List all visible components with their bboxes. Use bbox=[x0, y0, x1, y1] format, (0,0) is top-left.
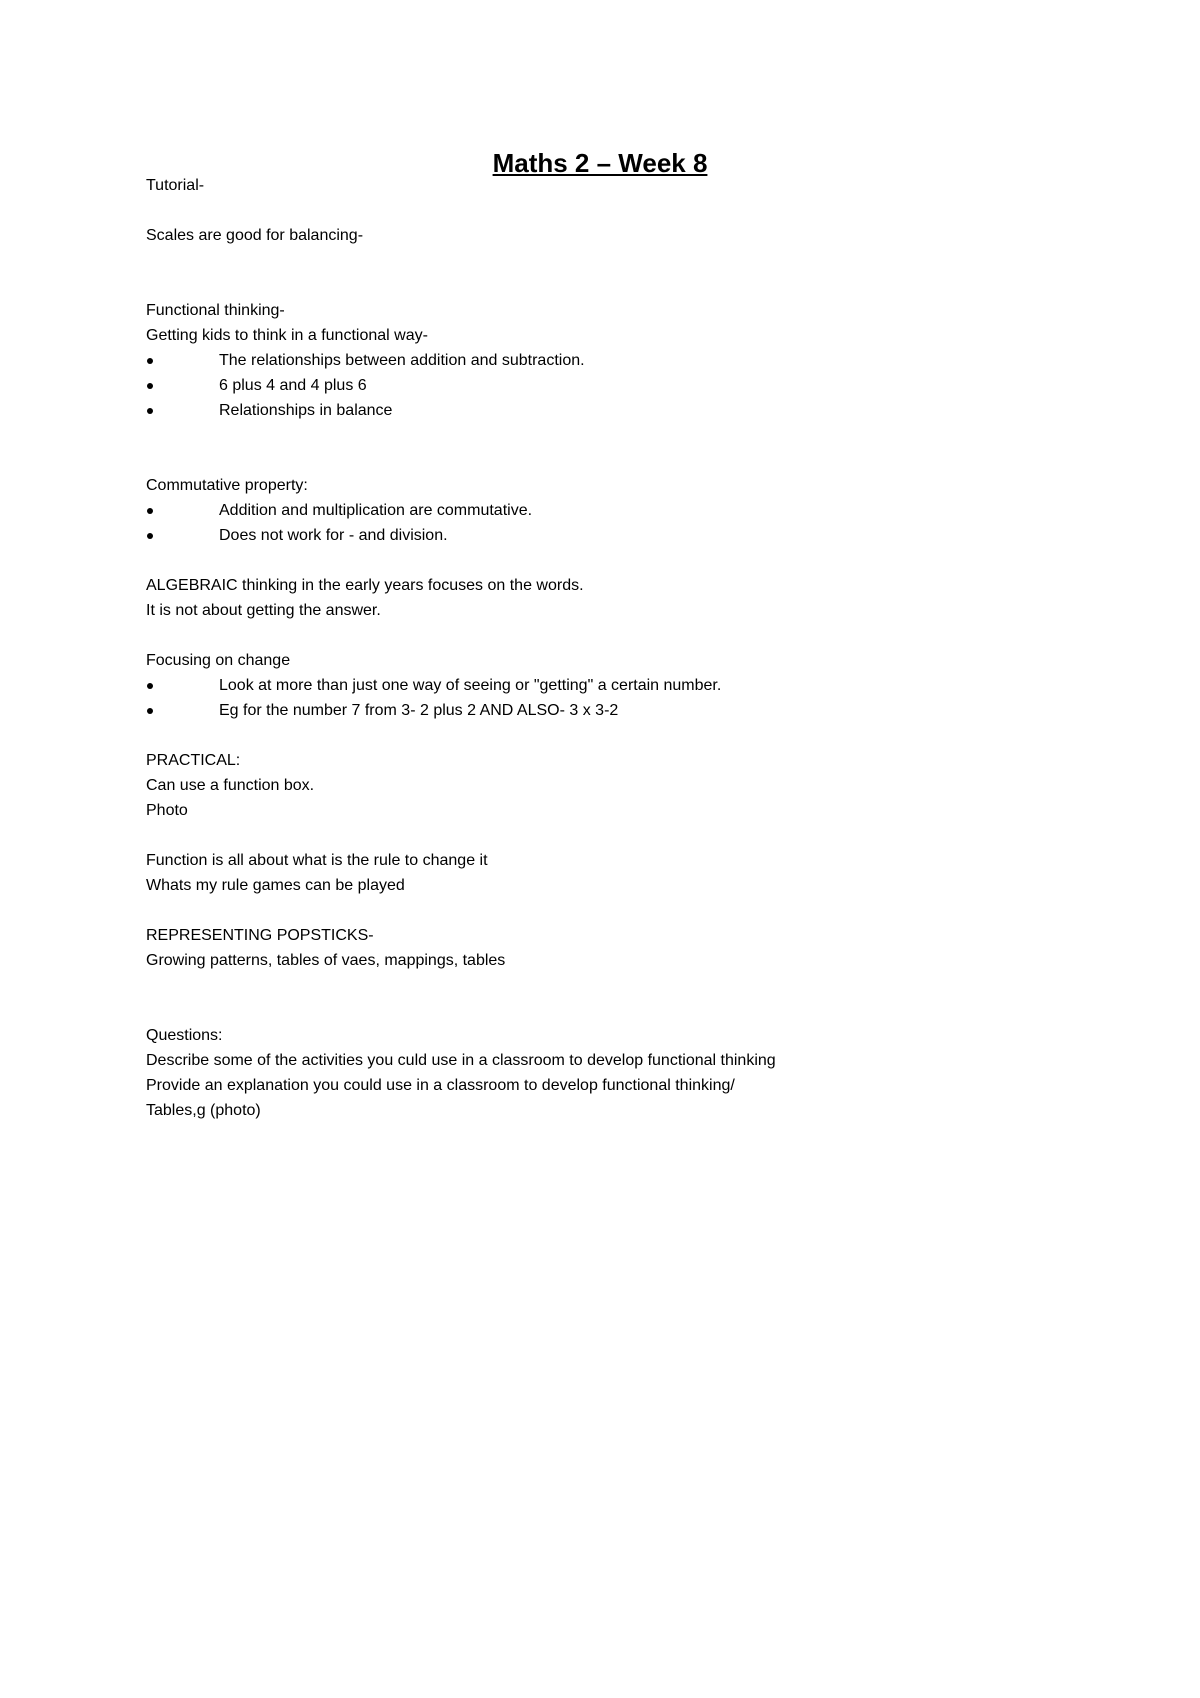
bullet-icon bbox=[146, 398, 219, 423]
bullet-icon bbox=[146, 673, 219, 698]
title-text: Maths 2 – Week 8 bbox=[492, 148, 708, 178]
list-item-text: Addition and multiplication are commutative. bbox=[219, 502, 533, 519]
question-3: Tables,g (photo) bbox=[146, 1102, 261, 1119]
practical-heading: PRACTICAL: bbox=[146, 752, 241, 769]
getting-line: Getting kids to think in a functional way- bbox=[146, 327, 428, 344]
functional-heading: Functional thinking- bbox=[146, 302, 285, 319]
questions-heading: Questions: bbox=[146, 1027, 223, 1044]
question-2: Provide an explanation you could use in a classroom to develop functional thinking/ bbox=[146, 1077, 735, 1094]
list-item bbox=[146, 373, 367, 398]
list-item bbox=[146, 673, 721, 698]
scales-line: Scales are good for balancing- bbox=[146, 227, 364, 244]
list-item-text: Eg for the number 7 from 3- 2 plus 2 AND ALSO- 3 x 3-2 bbox=[219, 702, 619, 719]
function-rule-line: Function is all about what is the rule to change it bbox=[146, 852, 488, 869]
list-item-text: 6 plus 4 and 4 plus 6 bbox=[219, 377, 367, 394]
list-item bbox=[146, 698, 618, 723]
popsticks-heading: REPRESENTING POPSTICKS- bbox=[146, 927, 374, 944]
list-item-text: Does not work for - and division. bbox=[219, 527, 448, 544]
focusing-heading: Focusing on change bbox=[146, 652, 291, 669]
bullet-icon bbox=[146, 498, 219, 523]
not-answer-line: It is not about getting the answer. bbox=[146, 602, 381, 619]
whats-rule-line: Whats my rule games can be played bbox=[146, 877, 405, 894]
photo-line: Photo bbox=[146, 802, 188, 819]
growing-line: Growing patterns, tables of vaes, mappings, tables bbox=[146, 952, 506, 969]
list-item bbox=[146, 523, 448, 548]
question-1: Describe some of the activities you culd use in a classroom to develop functional thinking bbox=[146, 1052, 776, 1069]
bullet-icon bbox=[146, 698, 219, 723]
list-item-text: Relationships in balance bbox=[219, 402, 393, 419]
list-item bbox=[146, 498, 532, 523]
algebraic-line: ALGEBRAIC thinking in the early years focuses on the words. bbox=[146, 577, 584, 594]
list-item bbox=[146, 398, 392, 423]
bullet-icon bbox=[146, 373, 219, 398]
list-item bbox=[146, 348, 585, 373]
bullet-icon bbox=[146, 348, 219, 373]
list-item-text: Look at more than just one way of seeing or "getting" a certain number. bbox=[219, 677, 722, 694]
bullet-icon bbox=[146, 523, 219, 548]
tutorial-heading: Tutorial- bbox=[146, 177, 205, 194]
list-item-text: The relationships between addition and subtraction. bbox=[219, 352, 585, 369]
commutative-heading: Commutative property: bbox=[146, 477, 308, 494]
function-box-line: Can use a function box. bbox=[146, 777, 315, 794]
